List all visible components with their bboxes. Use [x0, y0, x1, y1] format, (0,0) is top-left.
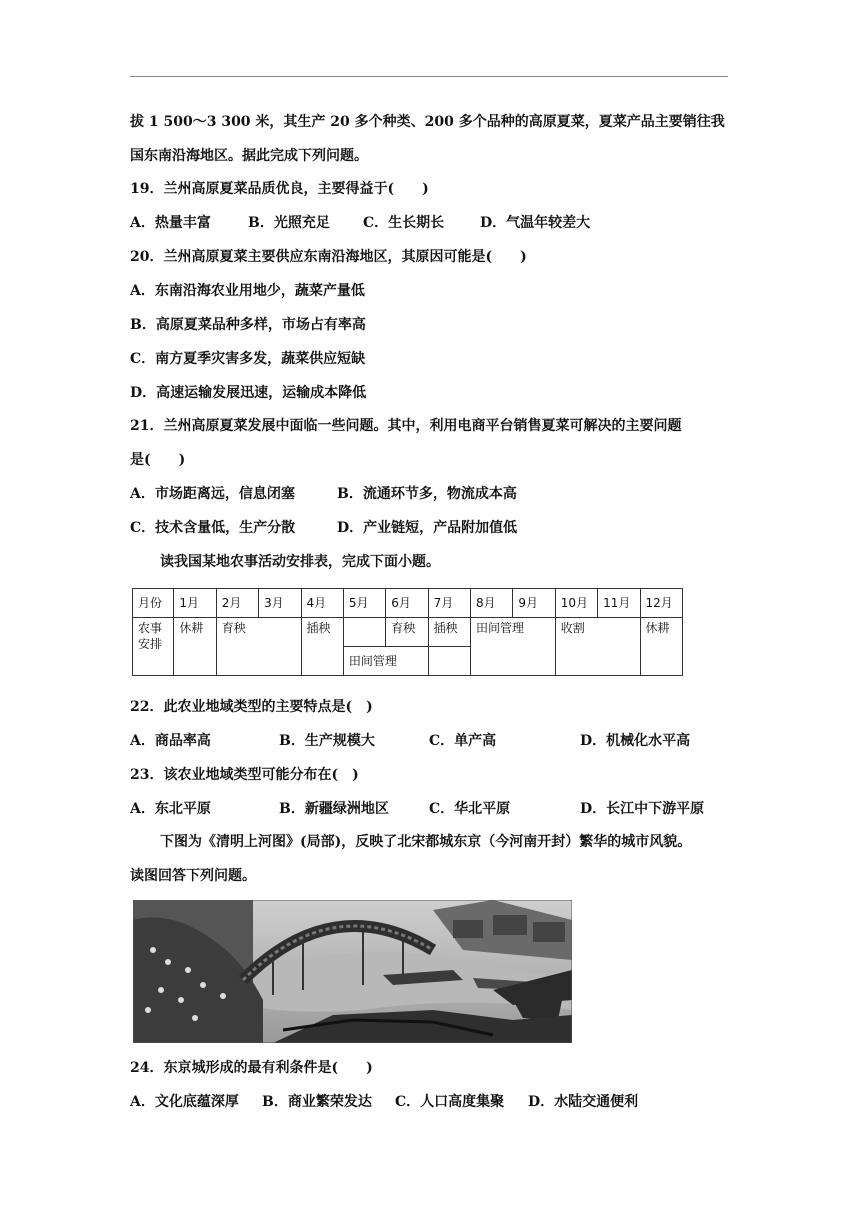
option-a: A．商品率高: [130, 733, 211, 749]
table-cell-chayang: 插秧: [301, 618, 343, 676]
option-a: A．文化底蕴深厚: [130, 1094, 239, 1110]
option-d: D．气温年较差大: [480, 215, 591, 231]
question-20-stem: 20．兰州高原夏菜主要供应东南沿海地区，其原因可能是( ): [130, 249, 527, 265]
question-23-stem: 23．该农业地域类型可能分布在( ): [130, 767, 359, 783]
question-19-stem: 19．兰州高原夏菜品质优良，主要得益于( ): [130, 181, 429, 197]
question-19-options: [130, 213, 590, 233]
table-cell-tianjian: 田间管理: [343, 647, 428, 676]
option-d: D．机械化水平高: [580, 733, 691, 749]
table-cell-chayang: 插秧: [428, 618, 470, 647]
table-header-cell: 8月: [471, 589, 513, 618]
table-header-cell: 5月: [343, 589, 385, 618]
table-cell-yuyang: 育秧: [216, 618, 301, 676]
table-header-cell: 6月: [386, 589, 428, 618]
table-intro: 读我国某地农事活动安排表，完成下面小题。: [160, 554, 440, 570]
option-b: B．商业繁荣发达: [262, 1094, 372, 1110]
table-header-cell: 10月: [555, 589, 597, 618]
intro-line-2: 国东南沿海地区。据此完成下列问题。: [130, 148, 368, 164]
option-b: B．生产规模大: [279, 733, 375, 749]
question-21-options-cd: [130, 518, 517, 538]
question-20-option-d: D．高速运输发展迅速，运输成本降低: [130, 385, 367, 401]
table-cell-yuyang: 育秧: [386, 618, 428, 647]
table-header-cell: 7月: [428, 589, 470, 618]
farm-activity-table: [132, 588, 683, 676]
option-b: B．新疆绿洲地区: [279, 801, 389, 817]
option-c: C．华北平原: [429, 801, 511, 817]
intro-line-1: 拔 1 500～3 300 米，其生产 20 多个种类、200 多个品种的高原夏菜，夏菜产品主要销往我: [130, 114, 725, 130]
table-header-cell: 4月: [301, 589, 343, 618]
table-header-cell: 3月: [259, 589, 301, 618]
option-c: C．人口高度集聚: [395, 1094, 505, 1110]
question-24-options: [130, 1092, 638, 1112]
question-22-options: [130, 731, 690, 751]
option-c: C．生长期长: [363, 215, 445, 231]
option-b: B．流通环节多，物流成本高: [337, 486, 517, 502]
option-b: B．光照充足: [248, 215, 330, 231]
painting-intro-line-2: 读图回答下列问题。: [130, 868, 256, 884]
table-header-row: [133, 589, 683, 618]
table-cell-shouge: 收割: [555, 618, 640, 676]
question-20-option-b: B．高原夏菜品种多样，市场占有率高: [130, 317, 366, 333]
option-a: A．市场距离远，信息闭塞: [130, 486, 295, 502]
table-cell-empty: [343, 618, 385, 647]
painting-intro-line-1: 下图为《清明上河图》(局部)，反映了北宋都城东京（今河南开封）繁华的城市风貌。: [160, 834, 692, 850]
question-20-option-c: C．南方夏季灾害多发，蔬菜供应短缺: [130, 351, 366, 367]
option-d: D．水陆交通便利: [528, 1094, 639, 1110]
qingming-painting-image: [133, 900, 572, 1043]
option-d: D．长江中下游平原: [580, 801, 705, 817]
question-23-options: [130, 799, 704, 819]
header-rule: [130, 76, 728, 77]
table-header-cell: 11月: [598, 589, 640, 618]
table-header-cell: 月份: [133, 589, 174, 618]
table-row-label: 农事安排: [133, 618, 174, 676]
question-21-stem-2: 是( ): [130, 452, 186, 468]
table-cell-tianjian: 田间管理: [471, 618, 556, 676]
option-c: C．技术含量低，生产分散: [130, 520, 296, 536]
question-24-stem: 24．东京城形成的最有利条件是( ): [130, 1060, 373, 1076]
option-d: D．产业链短，产品附加值低: [337, 520, 518, 536]
option-a: A．东北平原: [130, 801, 211, 817]
table-header-cell: 2月: [216, 589, 258, 618]
table-cell-xiugeng: 休耕: [640, 618, 683, 676]
table-cell-xiugeng: 休耕: [174, 618, 216, 676]
question-20-option-a: A．东南沿海农业用地少，蔬菜产量低: [130, 283, 365, 299]
option-c: C．单产高: [429, 733, 497, 749]
option-a: A．热量丰富: [130, 215, 211, 231]
question-21-stem-1: 21．兰州高原夏菜发展中面临一些问题。其中，利用电商平台销售夏菜可解决的主要问题: [130, 418, 682, 434]
table-header-cell: 12月: [640, 589, 683, 618]
table-header-cell: 1月: [174, 589, 216, 618]
table-cell-empty: [428, 647, 470, 676]
table-activity-row-1: [133, 618, 683, 647]
question-21-options-ab: [130, 484, 517, 504]
question-22-stem: 22．此农业地域类型的主要特点是( ): [130, 699, 373, 715]
table-header-cell: 9月: [513, 589, 555, 618]
